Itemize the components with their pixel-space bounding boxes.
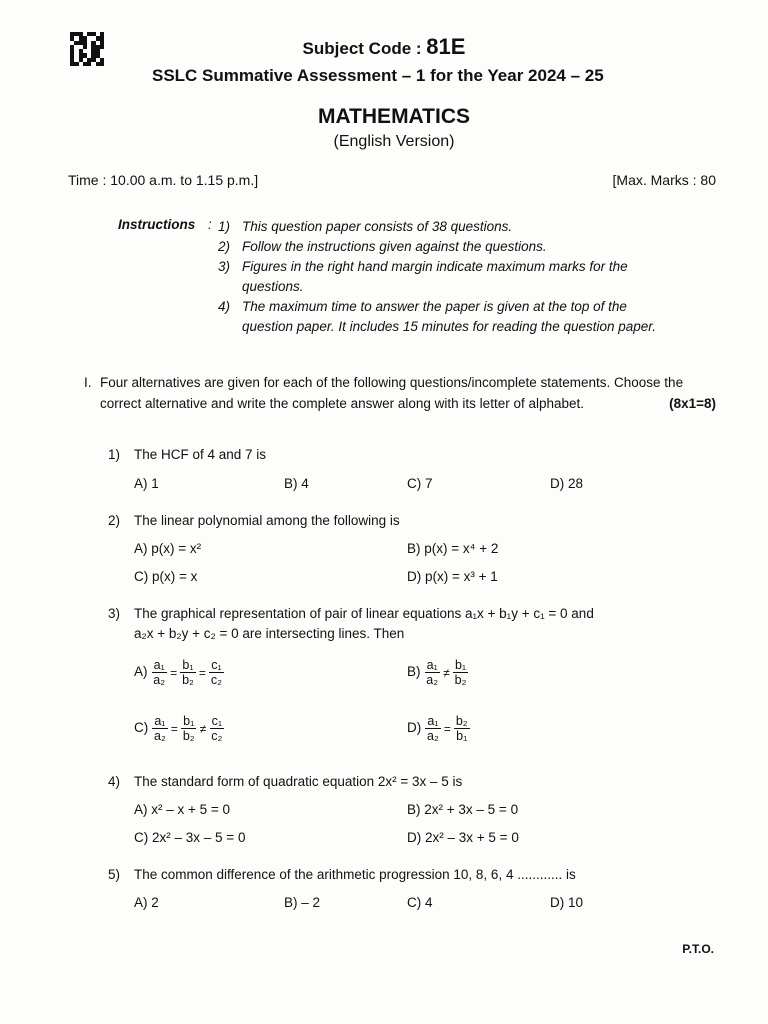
equals-sign: = xyxy=(443,721,451,736)
option-c xyxy=(134,714,224,743)
option-letter: A) xyxy=(134,476,148,491)
option-letter: A) xyxy=(134,802,148,817)
instruction-text: Figures in the right hand margin indicate maximum marks for the questions. xyxy=(242,259,628,294)
option-text: 1 xyxy=(151,476,159,491)
instruction-num: 1) xyxy=(218,219,231,234)
denominator: b₂ xyxy=(182,729,195,743)
instruction-item xyxy=(218,217,678,237)
numerator: a₁ xyxy=(153,658,165,672)
numerator: a₁ xyxy=(427,714,439,728)
option-c xyxy=(407,895,433,910)
option-text: 2 xyxy=(151,895,159,910)
section-text: Four alternatives are given for each of the following questions/incomplete statements. Choose the correct alternative and write the complete answer along with its letter of alphabet. xyxy=(100,375,684,411)
numerator: b₂ xyxy=(455,714,468,728)
option-letter: C) xyxy=(407,476,422,491)
numerator: a₁ xyxy=(426,658,438,672)
denominator: a₂ xyxy=(154,729,166,743)
option-b xyxy=(284,476,309,491)
question-number: 2) xyxy=(108,513,121,528)
denominator: a₂ xyxy=(427,729,439,743)
numerator: c₁ xyxy=(211,658,222,672)
option-text: 2x² + 3x – 5 = 0 xyxy=(424,802,519,817)
denominator: b₁ xyxy=(456,729,468,743)
fraction-b1-b2 xyxy=(181,714,197,743)
instructions-label: Instructions xyxy=(118,217,196,232)
subject-title: MATHEMATICS xyxy=(317,105,471,128)
instruction-text: Follow the instructions given against the questions. xyxy=(242,239,547,254)
fraction-a1-a2 xyxy=(425,714,441,743)
instruction-num: 3) xyxy=(218,259,231,274)
fraction-c1-c2 xyxy=(209,714,224,743)
question-text: The common difference of the arithmetic progression 10, 8, 6, 4 ............ is xyxy=(134,867,576,882)
option-b xyxy=(284,895,320,910)
not-equal-sign: ≠ xyxy=(199,721,207,736)
option-text: p(x) = x² xyxy=(151,541,202,556)
option-b xyxy=(407,658,468,687)
option-letter: C) xyxy=(134,830,149,845)
instruction-item xyxy=(218,237,678,257)
question-text: The HCF of 4 and 7 is xyxy=(134,447,267,462)
fraction-a1-a2 xyxy=(152,714,168,743)
denominator: a₂ xyxy=(153,673,166,687)
option-letter: B) xyxy=(284,895,298,910)
equals-sign: = xyxy=(170,665,178,680)
option-a xyxy=(134,476,159,491)
subject-code-line xyxy=(0,34,768,60)
equals-sign: = xyxy=(198,665,206,680)
option-letter: B) xyxy=(407,541,421,556)
option-letter: A) xyxy=(134,541,148,556)
option-text: 10 xyxy=(568,895,584,910)
section-marks: (8x1=8) xyxy=(669,396,716,411)
fraction-b1-b2 xyxy=(453,658,469,687)
question-2 xyxy=(108,513,400,528)
option-a xyxy=(134,802,230,817)
option-text: 4 xyxy=(425,895,433,910)
question-text: The graphical representation of pair of linear equations a₁x + b₁y + c₁ = 0 and xyxy=(134,606,594,621)
subject-code: 81E xyxy=(426,34,466,59)
option-text: 2x² – 3x + 5 = 0 xyxy=(425,830,519,845)
numerator: c₁ xyxy=(211,714,223,728)
denominator: a₂ xyxy=(426,673,439,687)
numerator: a₁ xyxy=(154,714,166,728)
question-3 xyxy=(108,606,594,621)
instructions-colon: : xyxy=(208,217,212,232)
not-equal-sign: ≠ xyxy=(443,665,450,680)
option-letter: C) xyxy=(134,720,149,736)
fraction-b2-b1 xyxy=(454,714,470,743)
option-letter: D) xyxy=(407,720,422,736)
option-c xyxy=(407,476,433,491)
numerator: b₁ xyxy=(454,658,467,672)
option-c xyxy=(134,830,245,845)
option-d xyxy=(550,895,583,910)
question-text: The standard form of quadratic equation 2x² = 3x – 5 is xyxy=(134,774,463,789)
option-text: p(x) = x xyxy=(152,569,198,584)
option-letter: A) xyxy=(134,895,148,910)
section-one-instructions xyxy=(84,372,716,414)
question-number: 1) xyxy=(108,447,121,462)
option-a xyxy=(134,658,224,687)
option-text: 4 xyxy=(301,476,309,491)
option-letter: B) xyxy=(407,664,421,680)
max-marks: [Max. Marks : 80 xyxy=(612,172,716,188)
equals-sign: = xyxy=(170,721,178,736)
instruction-num: 4) xyxy=(218,299,231,314)
option-b xyxy=(407,802,518,817)
numerator: b₁ xyxy=(183,714,195,728)
page-turn-over-note: P.T.O. xyxy=(682,942,714,956)
exam-time: Time : 10.00 a.m. to 1.15 p.m.] xyxy=(68,172,259,188)
option-text: p(x) = x³ + 1 xyxy=(425,569,498,584)
section-number: I. xyxy=(84,375,92,390)
instruction-item xyxy=(218,257,678,297)
fraction-c1-c2 xyxy=(209,658,224,687)
fraction-b1-b2 xyxy=(180,658,196,687)
option-letter: C) xyxy=(407,895,422,910)
option-letter: D) xyxy=(550,895,565,910)
option-letter: B) xyxy=(407,802,421,817)
question-number: 5) xyxy=(108,867,121,882)
option-d xyxy=(407,830,519,845)
denominator: b₂ xyxy=(182,673,194,687)
option-letter: D) xyxy=(407,830,422,845)
question-text: The linear polynomial among the following is xyxy=(134,513,400,528)
fraction-a1-a2 xyxy=(151,658,167,687)
option-letter: B) xyxy=(284,476,298,491)
question-1 xyxy=(108,447,266,462)
option-text: p(x) = x⁴ + 2 xyxy=(424,541,499,556)
exam-title: SSLC Summative Assessment – 1 for the Year 2024 – 25 xyxy=(152,66,604,85)
instructions-list xyxy=(218,217,678,337)
option-text: 28 xyxy=(568,476,584,491)
instruction-text: The maximum time to answer the paper is given at the top of the question paper. It includes 15 minutes for reading the question paper. xyxy=(242,299,657,334)
denominator: c₂ xyxy=(211,729,223,743)
question-number: 3) xyxy=(108,606,121,621)
instruction-item xyxy=(218,297,678,337)
subject-code-label: Subject Code : xyxy=(302,39,427,58)
instruction-text: This question paper consists of 38 questions. xyxy=(242,219,513,234)
option-b xyxy=(407,541,498,556)
option-letter: C) xyxy=(134,569,149,584)
fraction-a1-a2 xyxy=(424,658,440,687)
option-text: x² – x + 5 = 0 xyxy=(151,802,231,817)
option-text: – 2 xyxy=(301,895,321,910)
option-d xyxy=(407,569,498,584)
option-c xyxy=(134,569,197,584)
denominator: b₂ xyxy=(454,673,467,687)
option-letter: D) xyxy=(550,476,565,491)
question-number: 4) xyxy=(108,774,121,789)
question-5 xyxy=(108,867,576,882)
option-a xyxy=(134,895,159,910)
version-label: (English Version) xyxy=(333,133,455,150)
option-d xyxy=(550,476,583,491)
option-letter: A) xyxy=(134,664,148,680)
option-letter: D) xyxy=(407,569,422,584)
question-3-line-2: a₂x + b₂y + c₂ = 0 are intersecting lines. Then xyxy=(134,626,405,641)
instruction-num: 2) xyxy=(218,239,231,254)
denominator: c₂ xyxy=(210,673,223,687)
option-a xyxy=(134,541,201,556)
option-d xyxy=(407,714,470,743)
option-text: 7 xyxy=(425,476,433,491)
option-text: 2x² – 3x – 5 = 0 xyxy=(152,830,246,845)
question-4 xyxy=(108,774,462,789)
numerator: b₁ xyxy=(182,658,194,672)
